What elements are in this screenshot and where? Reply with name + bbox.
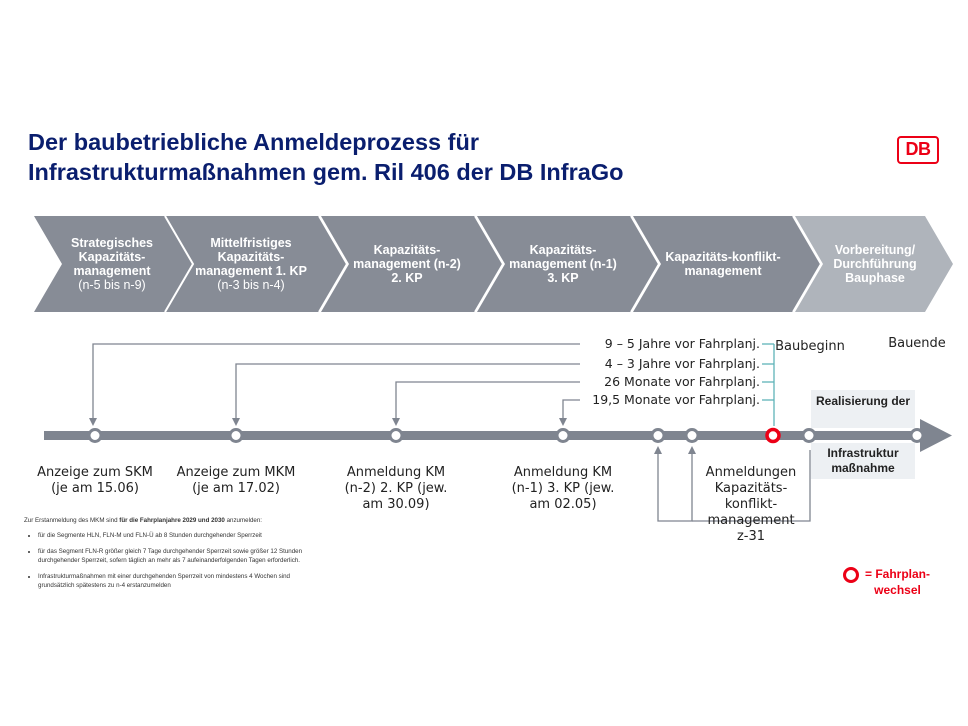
legend-fahrplanwechsel: = Fahrplan- wechsel xyxy=(865,567,931,597)
label-anzeige-skm: Anzeige zum SKM (je am 15.06) xyxy=(37,465,153,496)
phase-4: Kapazitäts-management (n-1) 3. KP xyxy=(509,243,617,285)
label-19-5-monate: 19,5 Monate vor Fahrplanj. xyxy=(592,392,760,407)
milestone-skm xyxy=(89,430,101,442)
phase-1: Strategisches Kapazitäts-management (n-5 bis n-9) xyxy=(71,236,153,292)
milestone-baubeginn xyxy=(803,430,815,442)
milestone-bauende xyxy=(911,430,923,442)
milestone-mkm xyxy=(230,430,242,442)
label-anmeldungen-kkm: Anmeldungen Kapazitäts-konflikt-management z-31 xyxy=(705,465,797,544)
timeline-arrowhead xyxy=(920,419,952,452)
milestone-kkm-2 xyxy=(686,430,698,442)
label-bauende: Bauende xyxy=(888,336,946,351)
label-26-monate: 26 Monate vor Fahrplanj. xyxy=(604,374,760,389)
footnote-list xyxy=(24,531,324,590)
phase-2: Mittelfristiges Kapazitäts-management 1. KP (n-3 bis n-4) xyxy=(195,236,307,292)
timeline-bar xyxy=(44,431,924,440)
milestone-fahrplanwechsel xyxy=(767,430,779,442)
label-9-5-jahre: 9 – 5 Jahre vor Fahrplanj. xyxy=(604,336,760,351)
label-anmeldung-km-n2: Anmeldung KM (n-2) 2. KP (jew. am 30.09) xyxy=(344,465,448,512)
footnote xyxy=(24,516,324,597)
phase-3: Kapazitäts-management (n-2) 2. KP xyxy=(353,243,461,285)
milestone-km1 xyxy=(557,430,569,442)
label-anzeige-mkm: Anzeige zum MKM (je am 17.02) xyxy=(176,465,296,496)
label-baubeginn: Baubeginn xyxy=(775,339,845,354)
db-logo: DB xyxy=(897,136,939,164)
footnote-item: • für das Segment FLN-R größer gleich 7 Tage durchgehender Sperrzeit sowie größer 12 Stunden durchgehender Sperrzeit, sofern täglich an mehr als 7 aufeinanderfolgenden Tagen erforderlich. xyxy=(38,547,324,565)
label-anmeldung-km-n1: Anmeldung KM (n-1) 3. KP (jew. am 02.05) xyxy=(511,465,615,512)
timeline-bracket xyxy=(762,344,774,426)
footnote-item: • Infrastrukturmaßnahmen mit einer durchgehenden Sperrzeit von mindestens 4 Wochen sind grundsätzlich spätestens zu n-4 erstanzumelden xyxy=(38,572,324,590)
footnote-intro: Zur Erstanmeldung des MKM sind für die Fahrplanjahre 2029 und 2030 anzumelden: xyxy=(24,517,262,524)
label-4-3-jahre: 4 – 3 Jahre vor Fahrplanj. xyxy=(604,356,760,371)
milestone-km2 xyxy=(390,430,402,442)
phase-6: Vorbereitung/ Durchführung Bauphase xyxy=(833,243,917,285)
title-line-1: Der baubetriebliche Anmeldeprozess für xyxy=(28,129,479,155)
realisierung-box-bottom: Infrastruktur maßnahme xyxy=(811,443,915,479)
connector-lines xyxy=(93,344,580,420)
phase-5: Kapazitäts-konflikt-management xyxy=(665,250,781,278)
legend-fahrplanwechsel-icon xyxy=(843,567,859,583)
footnote-item: • für die Segmente HLN, FLN-M und FLN-Ü ab 8 Stunden durchgehender Sperrzeit xyxy=(38,531,324,540)
milestone-kkm-1 xyxy=(652,430,664,442)
realisierung-box-top: Realisierung der xyxy=(811,390,915,428)
title-line-2: Infrastrukturmaßnahmen gem. Ril 406 der DB InfraGo xyxy=(28,159,624,185)
